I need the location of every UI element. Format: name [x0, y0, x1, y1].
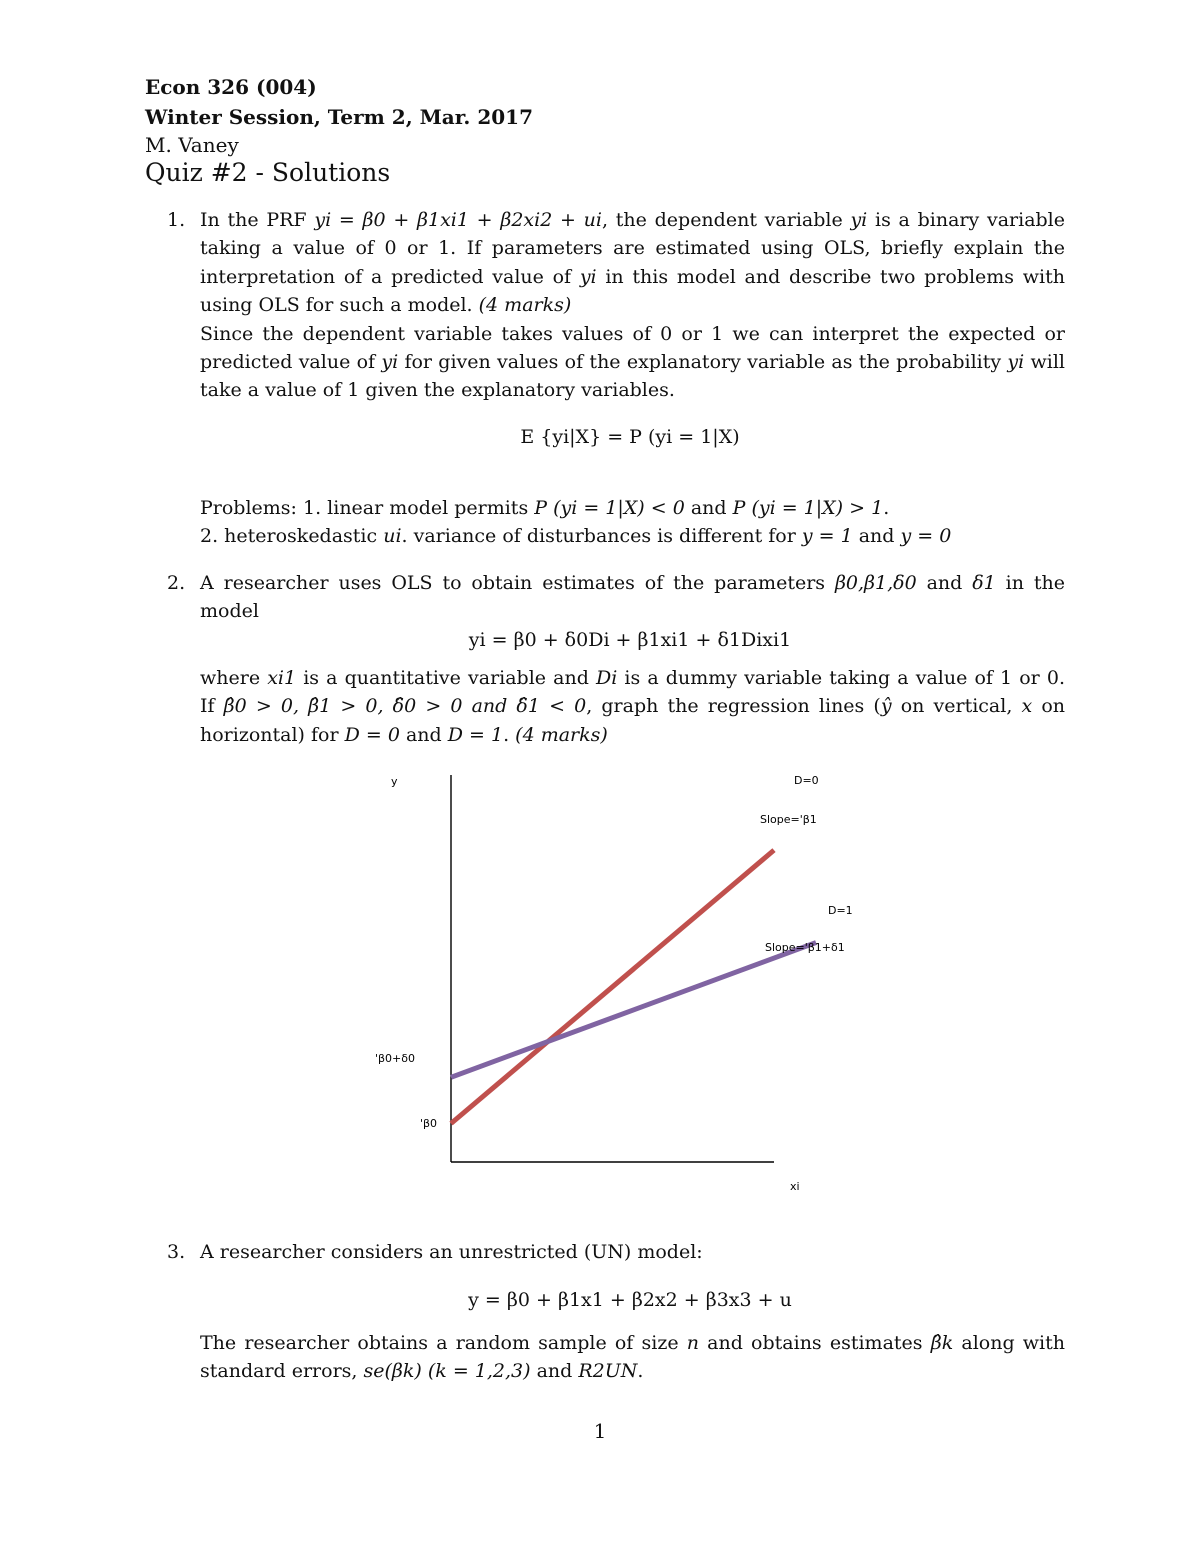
q3-text-c: and obtains estimates	[699, 1332, 931, 1354]
dummy-model-equation: yi = β0 + δ0Di + β1xi1 + δ1Dixi1	[468, 629, 792, 651]
series-label-d1: D=1	[828, 904, 853, 917]
problems-1d: P (yi = 1|X) > 1	[732, 497, 884, 519]
slope-label-d1: Slope='β1+δ1	[765, 941, 845, 954]
q2-marks: (4 marks)	[515, 723, 608, 746]
q3-se: se(βk) (k = 1,2,3)	[363, 1360, 531, 1383]
question-number: 2.	[167, 572, 186, 594]
question-number: 1.	[167, 209, 186, 231]
q3-text-f: .	[637, 1360, 644, 1383]
q2-text-and-2: and	[399, 723, 448, 746]
problems-line-1	[200, 494, 889, 522]
prf-equation: yi = β0 + β1xi1 + β2xi2 + ui	[314, 209, 602, 231]
q1-answer-c: will take a value of 1 given the explanatory variables.	[200, 351, 1065, 402]
y-axis-label: y	[391, 775, 398, 788]
q1-answer-a: Since the dependent variable takes values of 0 or 1 we can interpret the expected or predicted value of	[200, 322, 1065, 374]
q1-yi: yi	[850, 209, 868, 231]
problems-2e: and	[852, 525, 901, 547]
question-1-answer	[200, 320, 1065, 405]
problems-1e: .	[883, 497, 890, 519]
question-number: 3.	[167, 1241, 186, 1263]
q3-text-e: and	[530, 1360, 579, 1383]
q3-r2: R2UN	[578, 1360, 638, 1383]
q2-text-g: on vertical,	[891, 695, 1022, 718]
q2-x: x	[1021, 695, 1033, 718]
author-line: M. Vaney	[145, 133, 239, 157]
q3-bk: β̂k	[930, 1332, 954, 1354]
q3-paragraph	[200, 1329, 1065, 1386]
question-3-continued	[145, 1329, 1065, 1386]
q2-Di: Di	[596, 667, 618, 689]
intercept-label-d1: 'β0+δ0	[375, 1052, 415, 1065]
q1-answer-yi: yi	[381, 351, 399, 374]
page-title: Quiz #2 - Solutions	[145, 158, 391, 187]
q1-text-b: , the dependent variable	[602, 209, 851, 231]
question-1	[145, 206, 1065, 405]
question-3-text: A researcher considers an unrestricted (UN) model:	[200, 1241, 703, 1263]
session-line: Winter Session, Term 2, Mar. 2017	[145, 105, 534, 129]
q2-text-c: where	[200, 667, 268, 689]
problems-1c: and	[684, 497, 733, 519]
problems-1b: P (yi = 1|X) < 0	[534, 497, 685, 519]
q2-text-b: in the model	[200, 572, 1065, 623]
q1-text-a: In the PRF	[200, 209, 315, 231]
series-line-d1	[451, 943, 816, 1078]
intercept-label-d0: 'β0	[420, 1117, 438, 1130]
q2-text-e: is a dummy variable taking a value of 1 or 0. If	[200, 667, 1065, 718]
problems-1a: Problems: 1. linear model permits	[200, 497, 535, 519]
q2-d1: δ1	[972, 572, 996, 594]
q3-text-b: The researcher obtains a random sample of size	[200, 1332, 687, 1354]
problems-2b: ui	[383, 525, 402, 547]
expectation-equation: E {yi|X} = P (yi = 1|X)	[520, 426, 740, 448]
question-3	[145, 1238, 1065, 1266]
q2-text-h: on horizontal) for	[200, 695, 1066, 746]
q1-answer-yi-2: yi	[1007, 351, 1025, 374]
q2-d0: D = 0	[344, 723, 400, 746]
problems-2f: y = 0	[900, 525, 952, 547]
q2-cond: β̂0 > 0, β̂1 > 0, δ̂0 > 0 and δ̂1 < 0	[223, 695, 587, 718]
problems-line-2	[200, 522, 951, 550]
unrestricted-model-equation: y = β0 + β1x1 + β2x2 + β3x3 + u	[468, 1289, 792, 1311]
q2-d1eq: D = 1	[447, 723, 504, 746]
q2-text-f: , graph the regression lines (	[586, 695, 881, 718]
question-1-text	[200, 206, 1065, 320]
problems-2c: . variance of disturbances is different for	[401, 525, 802, 547]
q2-text-and: and	[916, 572, 973, 594]
question-2-continued	[145, 664, 1065, 749]
slope-label-d0: Slope='β1	[760, 813, 817, 826]
q3-text-d: along with standard errors,	[200, 1332, 1065, 1383]
question-2-body	[200, 569, 1065, 626]
series-label-d0: D=0	[794, 774, 819, 787]
q2-text-a: A researcher uses OLS to obtain estimates of the parameters	[200, 572, 835, 594]
question-2	[145, 569, 1065, 626]
problems-2d: y = 1	[801, 525, 853, 547]
q2-params: β0,β1,δ0	[834, 572, 917, 594]
q1-yi-2: yi	[579, 265, 597, 288]
q2-yhat: ŷ	[880, 695, 892, 718]
question-3-body	[200, 1238, 1065, 1266]
series-line-d0	[451, 850, 774, 1123]
question-1-body	[200, 206, 1065, 405]
q2-text-i: .	[503, 723, 516, 746]
question-3-body-2	[200, 1329, 1065, 1386]
question-2-body-2	[200, 664, 1065, 749]
question-2-text	[200, 569, 1065, 626]
problems-2a: 2. heteroskedastic	[200, 525, 384, 547]
q2-text-d: is a quantitative variable and	[296, 667, 596, 689]
q2-xi1: xi1	[267, 667, 297, 689]
course-title: Econ 326 (004)	[145, 75, 317, 99]
x-axis-label: xi	[790, 1180, 800, 1193]
page-number: 1	[593, 1419, 607, 1443]
q3-n: n	[686, 1332, 699, 1354]
regression-lines-chart	[360, 765, 860, 1195]
q1-text-d: in this model and describe two problems with using OLS for such a model.	[200, 265, 1066, 317]
q1-marks: (4 marks)	[478, 294, 572, 317]
q1-answer-b: for given values of the explanatory variable as the probability	[398, 351, 1008, 374]
q2-paragraph	[200, 664, 1065, 749]
q1-text-c: is a binary variable taking a value of 0 or 1. If parameters are estimated using OLS, briefly explain the interpretation of a predicted value of	[200, 209, 1066, 288]
